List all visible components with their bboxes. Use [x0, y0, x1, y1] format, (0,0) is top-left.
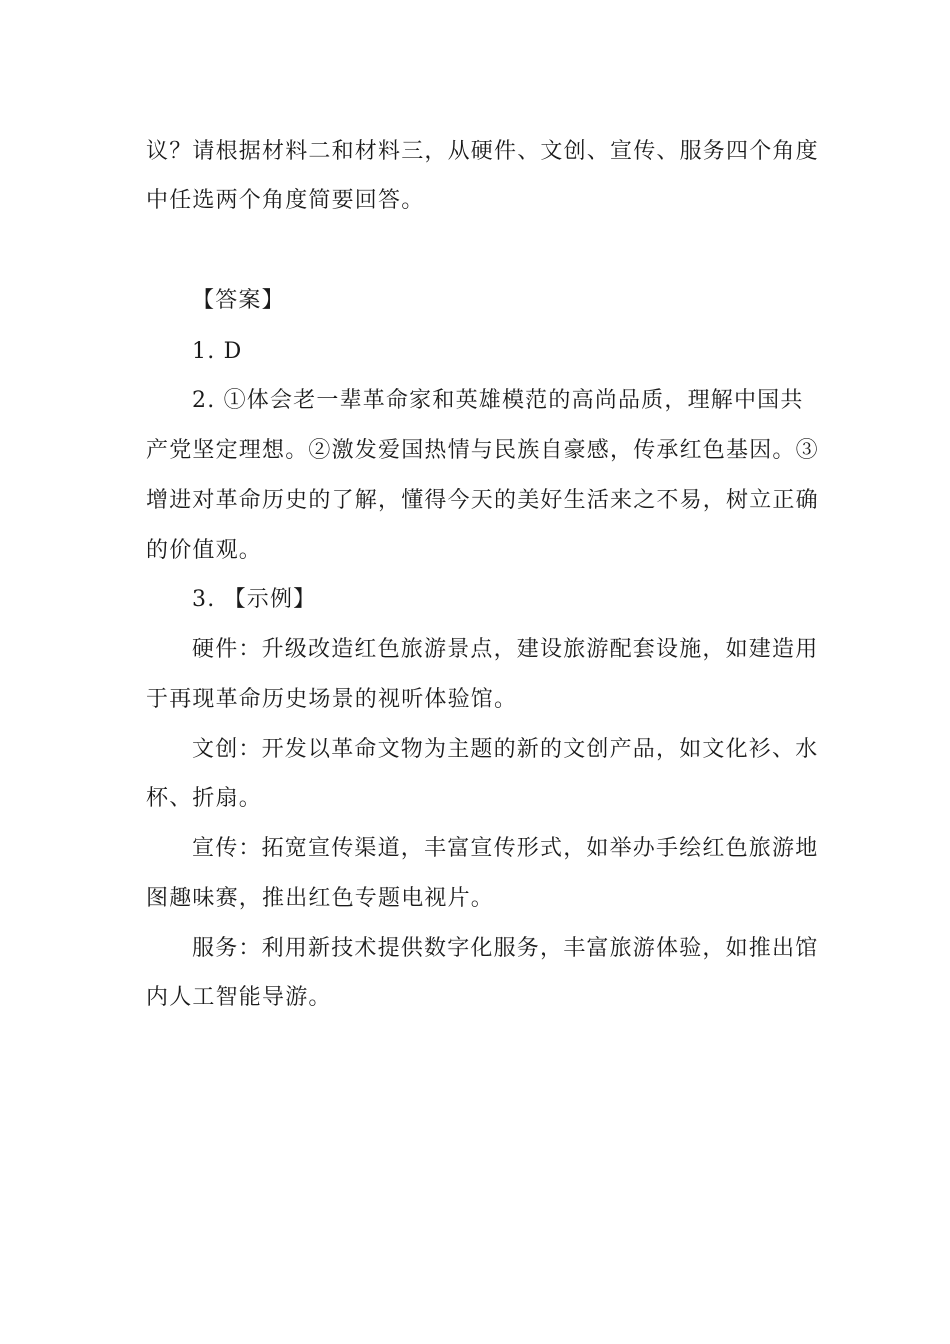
answer-2-line: 2. ①体会老一辈革命家和英雄模范的高尚品质，理解中国共	[192, 388, 804, 413]
answer-3-service-line: 内人工智能导游。	[146, 985, 332, 1010]
answer-2-line: 的价值观。	[146, 538, 263, 563]
answer-3-publicity-line: 图趣味赛，推出红色专题电视片。	[146, 886, 495, 911]
answer-3-hardware-line: 硬件：升级改造红色旅游景点，建设旅游配套设施，如建造用	[192, 637, 819, 662]
answer-3-heading: 3. 【示例】	[192, 587, 317, 612]
answer-3-creative-line: 文创：开发以革命文物为主题的新的文创产品，如文化衫、水	[192, 737, 819, 762]
answer-3-hardware-line: 于再现革命历史场景的视听体验馆。	[146, 687, 518, 712]
answer-2-line: 产党坚定理想。②激发爱国热情与民族自豪感，传承红色基因。③	[146, 438, 819, 463]
question-text-line: 议？请根据材料二和材料三，从硬件、文创、宣传、服务四个角度	[146, 139, 819, 164]
answer-1: 1. D	[192, 339, 243, 364]
answer-3-creative-line: 杯、折扇。	[146, 786, 263, 811]
answer-3-service-line: 服务：利用新技术提供数字化服务，丰富旅游体验，如推出馆	[192, 936, 819, 961]
answer-3-publicity-line: 宣传：拓宽宣传渠道，丰富宣传形式，如举办手绘红色旅游地	[192, 836, 819, 861]
question-text-line: 中任选两个角度简要回答。	[146, 188, 425, 213]
answer-heading: 【答案】	[192, 288, 285, 313]
answer-2-line: 增进对革命历史的了解，懂得今天的美好生活来之不易，树立正确	[146, 488, 819, 513]
